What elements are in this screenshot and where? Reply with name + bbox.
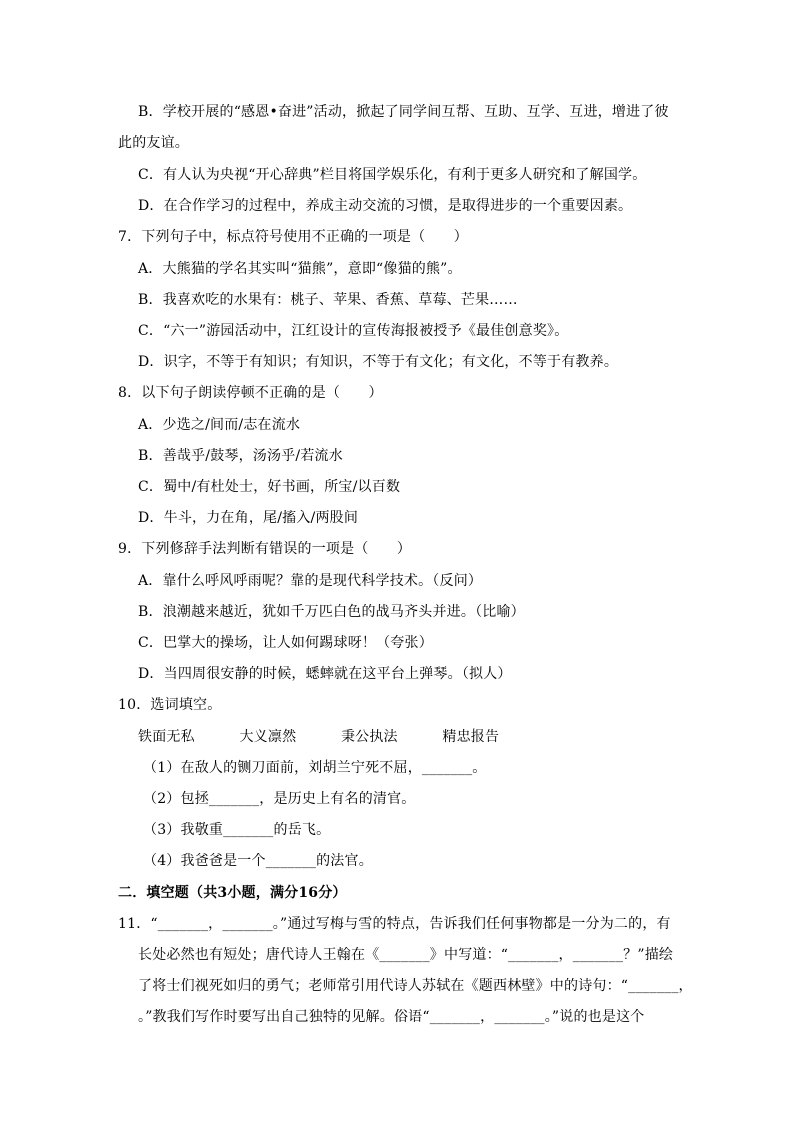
q11-line1: 11．“_______，_______。”通过写梅与雪的特点，告诉我们任何事物都是一分为二的，有 (118, 916, 671, 932)
word-bank-item: 精忠报告 (442, 729, 500, 745)
q9-option-c: C．巴掌大的操场，让人如何踢球呀！（夸张） (138, 635, 433, 651)
word-bank-item: 大义凛然 (239, 729, 297, 745)
q11-line4: 。”教我们写作时要写出自己独特的见解。俗语“_______，_______。”说的也是这个 (138, 1009, 645, 1025)
q8-option-b: B．善哉乎/鼓琴，汤汤乎/若流水 (138, 448, 343, 464)
q10-item-2: （2）包拯_______，是历史上有名的清官。 (143, 791, 416, 807)
question-9-stem: 9．下列修辞手法判断有错误的一项是（ ） (118, 541, 412, 557)
word-bank-item: 秉公执法 (340, 729, 398, 745)
q7-option-d: D．识字，不等于有知识；有知识，不等于有文化；有文化，不等于有教养。 (138, 354, 619, 370)
section-2-heading: 二．填空题（共3小题，满分16分） (118, 885, 347, 901)
q6-option-b-line1: B．学校开展的“感恩•奋进”活动，掀起了同学间互帮、互助、互学、互进，增进了彼 (138, 104, 669, 120)
q6-option-d: D．在合作学习的过程中，养成主动交流的习惯，是取得进步的一个重要因素。 (138, 198, 633, 214)
question-8-stem: 8．以下句子朗读停顿不正确的是（ ） (118, 385, 383, 401)
q7-option-b: B．我喜欢吃的水果有：桃子、苹果、香蕉、草莓、芒果…… (138, 292, 518, 308)
q8-option-d: D．牛斗，力在角，尾/搐入/两股间 (138, 510, 359, 526)
q10-item-3: （3）我敬重_______的岳飞。 (143, 822, 331, 838)
q7-option-a: A．大熊猫的学名其实叫“猫熊”，意即“像猫的熊”。 (138, 261, 462, 277)
q10-item-1: （1）在敌人的铡刀面前，刘胡兰宁死不屈，_______。 (143, 760, 487, 776)
q10-item-4: （4）我爸爸是一个_______的法官。 (143, 853, 373, 869)
q9-option-b: B．浪潮越来越近，犹如千万匹白色的战马齐头并进。（比喻） (138, 604, 525, 620)
q9-option-a: A．靠什么呼风呼雨呢？靠的是现代科学技术。（反问） (138, 573, 483, 589)
question-7-stem: 7．下列句子中，标点符号使用不正确的一项是（ ） (118, 229, 468, 245)
word-bank-item: 铁面无私 (138, 729, 195, 745)
q6-option-c: C．有人认为央视“开心辞典”栏目将国学娱乐化，有利于更多人研究和了解国学。 (138, 167, 647, 183)
q6-option-b-line2: 此的友谊。 (118, 135, 189, 151)
q8-option-c: C．蜀中/有杜处士，好书画，所宝/以百数 (138, 479, 401, 495)
q9-option-d: D．当四周很安静的时候，蟋蟀就在这平台上弹琴。（拟人） (138, 666, 512, 682)
q8-option-a: A．少选之/间而/志在流水 (138, 417, 301, 433)
q11-line3: 了将士们视死如归的勇气；老师常引用代诗人苏轼在《题西林壁》中的诗句：“_______， (138, 978, 693, 994)
q7-option-c: C．“六一”游园活动中，江红设计的宣传海报被授予《最佳创意奖》。 (138, 323, 569, 339)
q11-line2: 长处必然也有短处；唐代诗人王翰在《_______》中写道：“_______，_______？”描绘 (138, 947, 674, 963)
word-bank (138, 727, 499, 747)
question-10-stem: 10．选词填空。 (118, 697, 222, 713)
